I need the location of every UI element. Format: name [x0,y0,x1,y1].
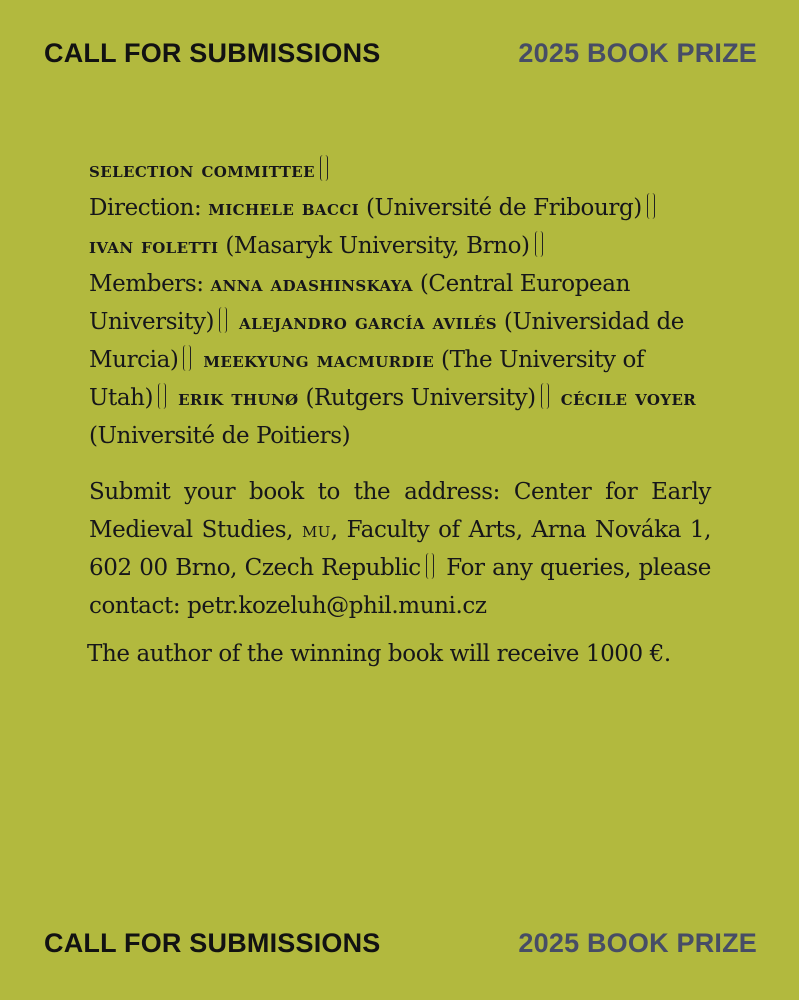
committee-heading: selection committee [89,157,315,182]
member-name: erik thunø [178,385,299,410]
member-affiliation: (Central European University) [89,271,630,335]
header-call-title: CALL FOR SUBMISSIONS [44,38,381,68]
separator-glyph [183,345,191,371]
member-affiliation: (Rutgers University) [298,385,536,411]
prize-paragraph: The author of the winning book will receive 1000 €. [87,641,671,667]
mu-abbreviation: mu [301,518,331,542]
director-affiliation: (Université de Fribourg) [359,195,642,221]
submission-address: , Faculty of Arts, Arna Nováka 1, 602 00 Brno, Czech Republic [89,517,711,581]
member-name: cécile voyer [560,385,697,410]
member-name: alejandro garcía avilés [239,309,497,334]
committee-paragraph [89,151,711,455]
members-label: Members: [89,271,211,297]
director-name: michele bacci [208,195,360,220]
separator-glyph [535,231,543,257]
separator-glyph [320,155,328,181]
separator-glyph [647,193,655,219]
direction-label: Direction: [89,195,209,221]
submission-paragraph [89,473,711,625]
footer-bar [44,928,757,959]
member-affiliation: (The University of Utah) [89,347,645,411]
contact-text: For any queries, please contact: petr.kozeluh@phil.muni.cz [89,555,711,619]
separator-glyph [426,553,434,579]
submission-text: Submit your book to the address: Center for Early Medieval Studies, [89,479,711,543]
member-name: anna adashinskaya [210,271,413,296]
director-affiliation: (Masaryk University, Brno) [218,233,530,259]
member-name: meekyung macmurdie [203,347,435,372]
member-affiliation: (Universidad de Murcia) [89,309,684,373]
member-affiliation: (Université de Poitiers) [89,423,351,449]
footer-call-title: CALL FOR SUBMISSIONS [44,928,381,958]
main-content [89,151,711,673]
separator-glyph [158,383,166,409]
separator-glyph [219,307,227,333]
director-name: ivan foletti [89,233,219,258]
header-prize-title: 2025 BOOK PRIZE [518,38,757,68]
header-bar [44,38,757,69]
footer-prize-title: 2025 BOOK PRIZE [518,928,757,958]
separator-glyph [541,383,549,409]
